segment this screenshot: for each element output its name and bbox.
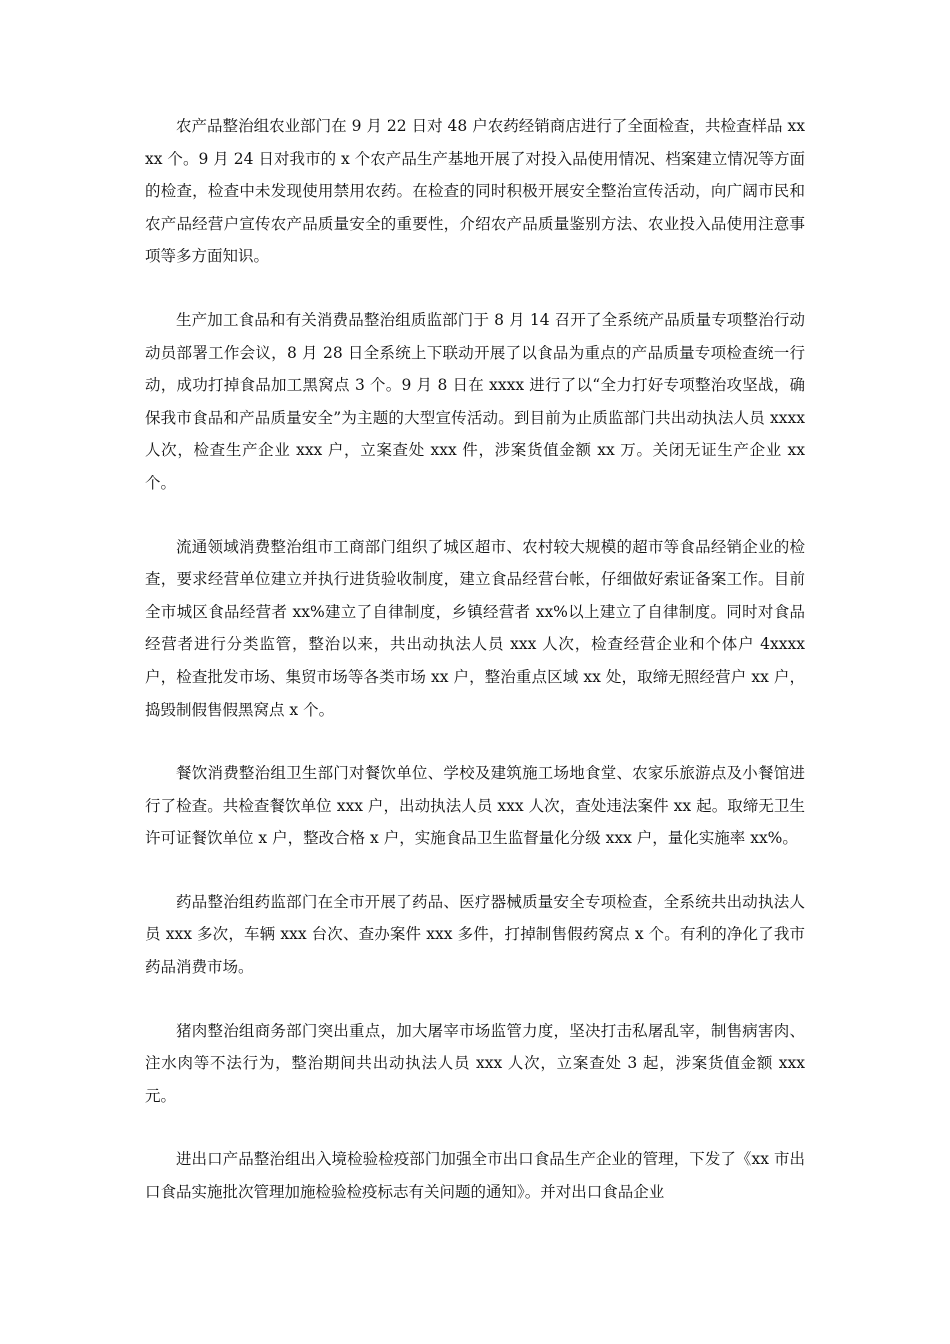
paragraph-catering: 餐饮消费整治组卫生部门对餐饮单位、学校及建筑施工场地食堂、农家乐旅游点及小餐馆进行了检查。共检查餐饮单位 xxx 户，出动执法人员 xxx 人次，查处违法案件 xx 起。取缔无卫生许可证餐饮单位 x 户，整改合格 x 户，实施食品卫生监督量化分级 xxx 户，量化实施率 xx%。 <box>145 764 805 848</box>
paragraph-circulation: 流通领域消费整治组市工商部门组织了城区超市、农村较大规模的超市等食品经销企业的检查，要求经营单位建立并执行进货验收制度，建立食品经营台帐，仔细做好索证备案工作。目前全市城区食品经营者 xx%建立了自律制度，乡镇经营者 xx%以上建立了自律制度。同时对食品经营者进行分类监管，整治以来，共出动执法人员 xxx 人次，检查经营企业和个体户 4xxxx 户，检查批发市场、集贸市场等各类市场 xx 户，整治重点区域 xx 处，取缔无照经营户 xx 户，捣毁制假售假黑窝点 x 个。 <box>145 537 805 719</box>
paragraph-quality-supervision: 生产加工食品和有关消费品整治组质监部门于 8 月 14 召开了全系统产品质量专项整治行动动员部署工作会议，8 月 28 日全系统上下联动开展了以食品为重点的产品质量专项检查统一行动，成功打掉食品加工黑窝点 3 个。9 月 8 日在 xxxx 进行了以“全力打好专项整治攻坚战，确保我市食品和产品质量安全”为主题的大型宣传活动。到目前为止质监部门共出动执法人员 xxxx 人次，检查生产企业 xxx 户，立案查处 xxx 件，涉案货值金额 xx 万。关闭无证生产企业 xx 个。 <box>145 310 805 492</box>
document-body <box>145 110 805 1240</box>
paragraph-drugs: 药品整治组药监部门在全市开展了药品、医疗器械质量安全专项检查，全系统共出动执法人员 xxx 多次，车辆 xxx 台次、查办案件 xxx 多件，打掉制售假药窝点 x 个。有利的净化了我市药品消费市场。 <box>145 892 805 977</box>
paragraph-pork: 猪肉整治组商务部门突出重点，加大屠宰市场监管力度，坚决打击私屠乱宰，制售病害肉、注水肉等不法行为，整治期间共出动执法人员 xxx 人次，立案查处 3 起，涉案货值金额 xxx 元。 <box>145 1021 805 1105</box>
paragraph-import-export: 进出口产品整治组出入境检验检疫部门加强全市出口食品生产企业的管理，下发了《xx 市出口食品实施批次管理加施检验检疫标志有关问题的通知》。并对出口食品企业 <box>145 1150 805 1202</box>
paragraph-agriculture: 农产品整治组农业部门在 9 月 22 日对 48 户农药经销商店进行了全面检查，共检查样品 xxxx 个。9 月 24 日对我市的 x 个农产品生产基地开展了对投入品使用情况、档案建立情况等方面的检查，检查中未发现使用禁用农药。在检查的同时积极开展安全整治宣传活动，向广阔市民和农产品经营户宣传农产品质量安全的重要性，介绍农产品质量鉴别方法、农业投入品使用注意事项等多方面知识。 <box>145 117 805 266</box>
